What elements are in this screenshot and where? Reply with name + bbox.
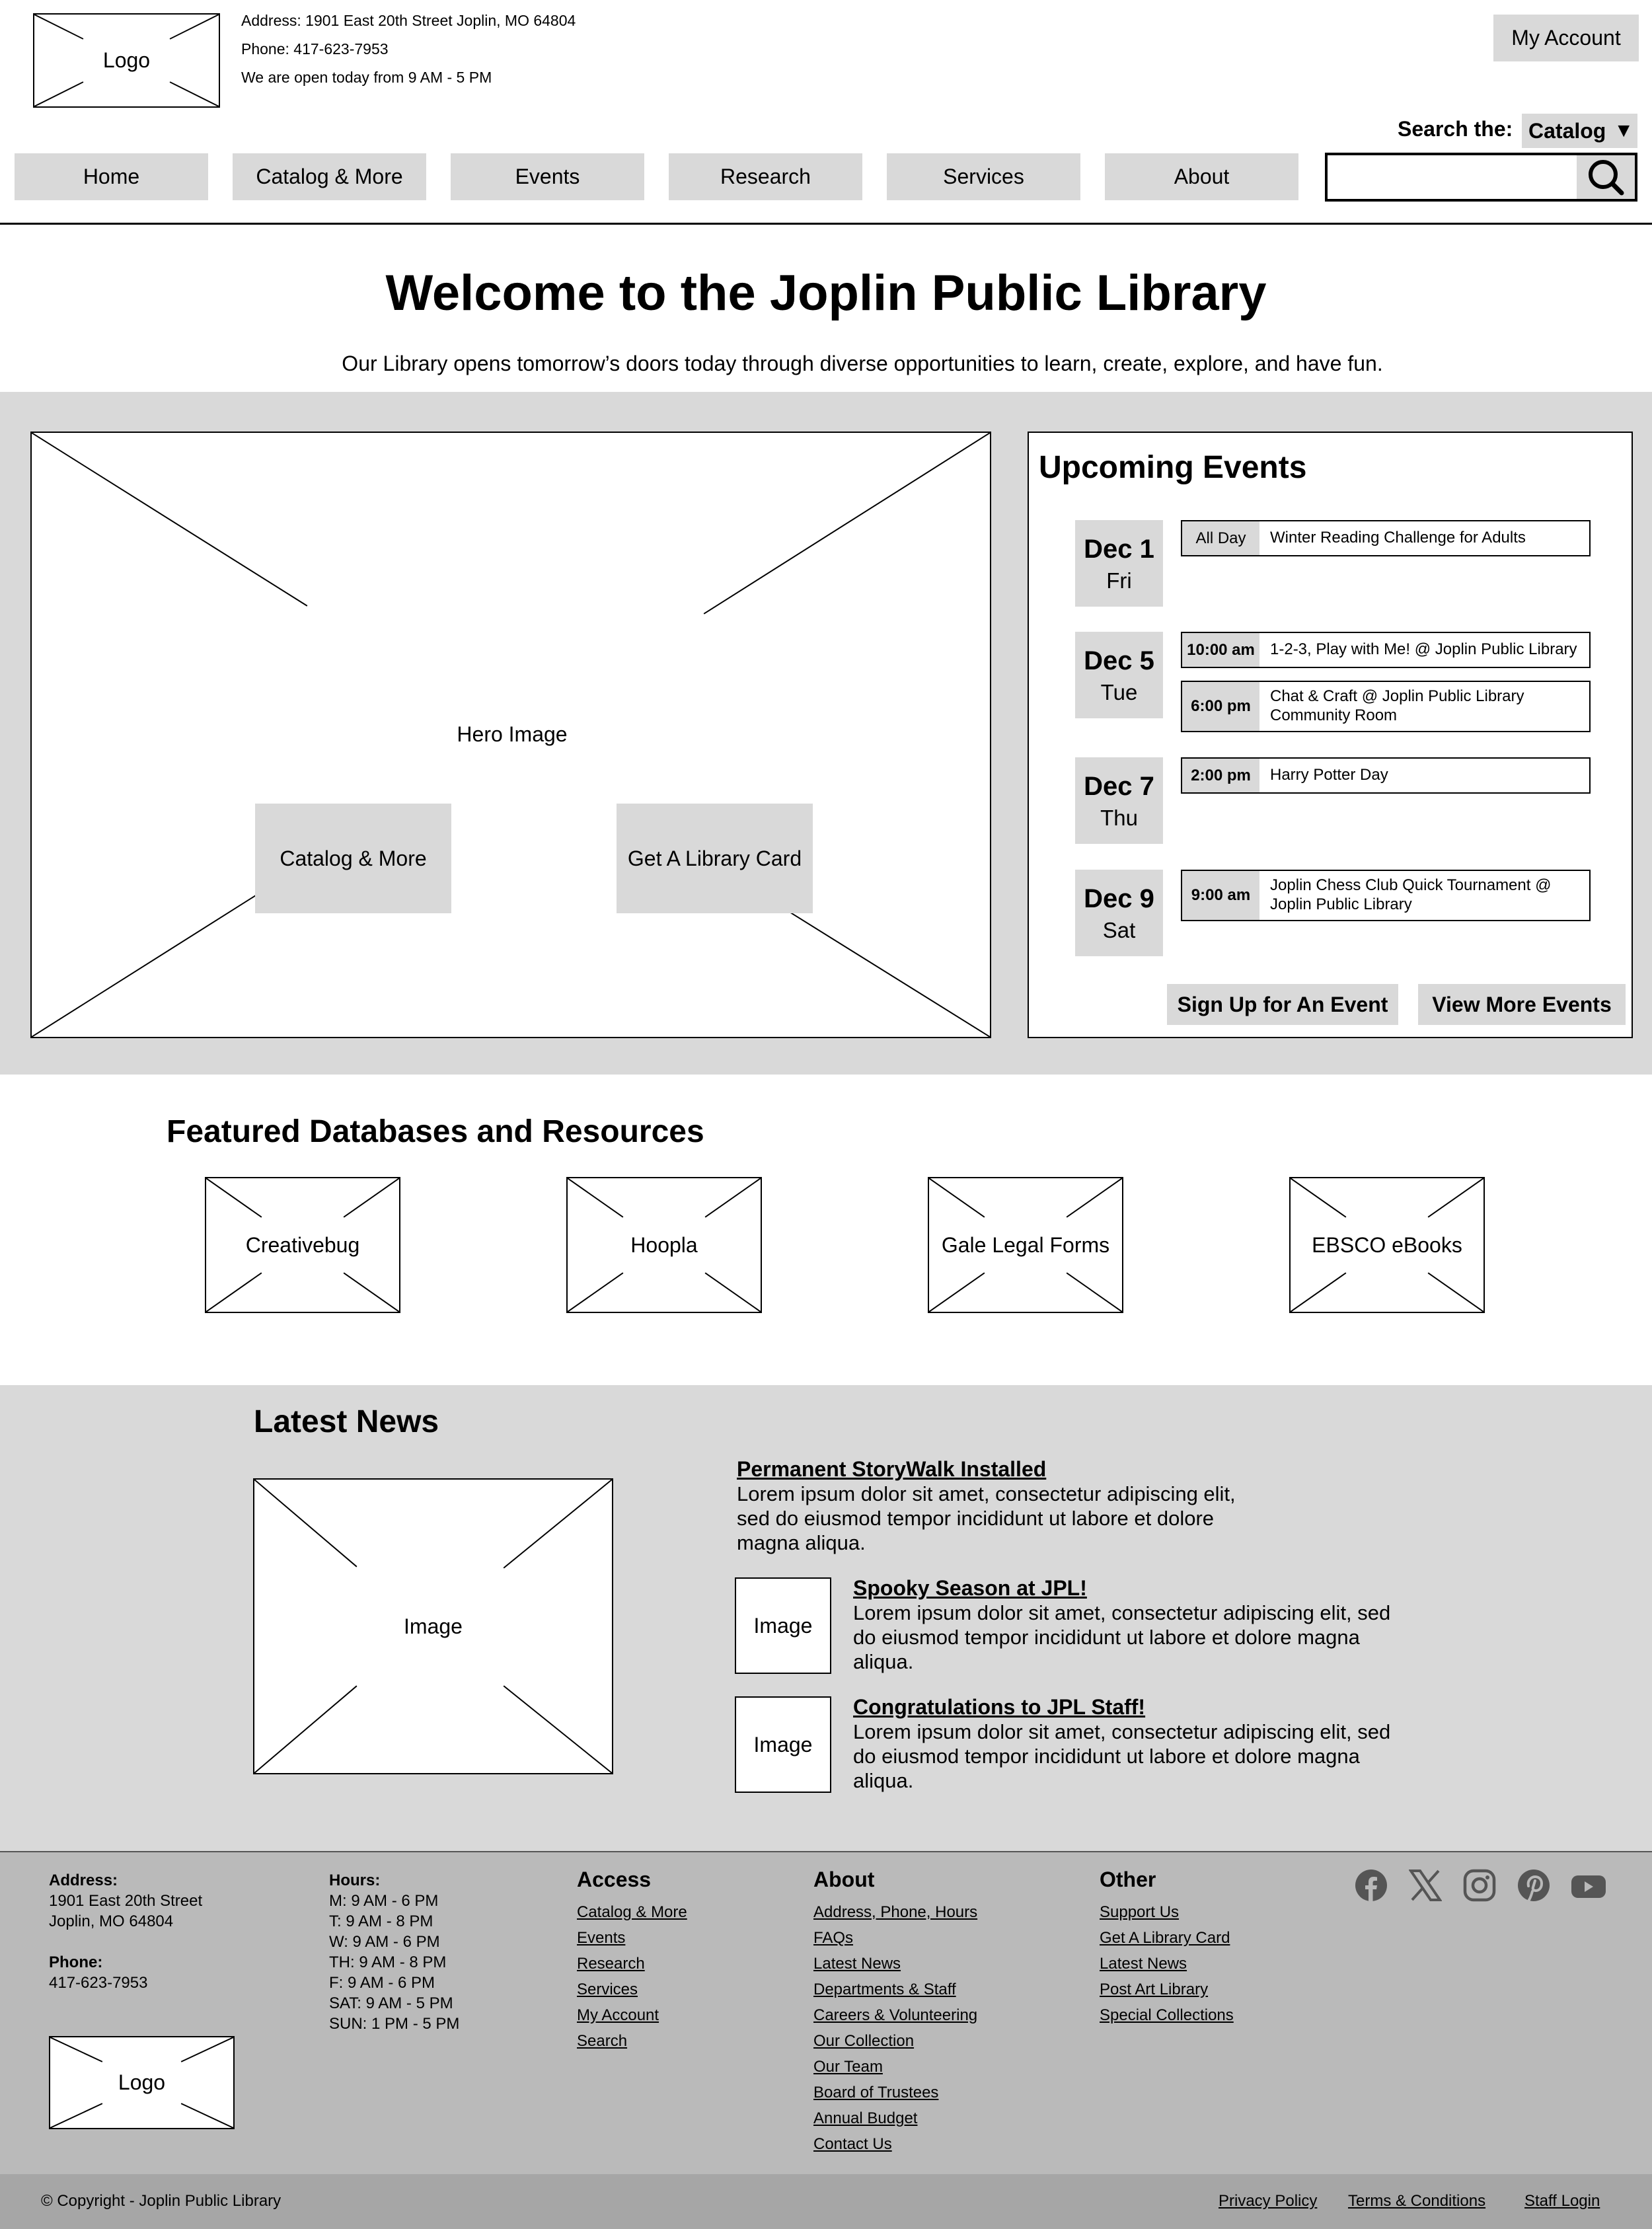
footer-hours-line: SUN: 1 PM - 5 PM — [329, 2015, 460, 2033]
social-icons — [1355, 1868, 1606, 1905]
event-date-weekday: Thu — [1100, 806, 1138, 830]
terms-link[interactable]: Terms & Conditions — [1348, 2192, 1486, 2210]
header-divider — [0, 223, 1652, 225]
event-date — [1075, 757, 1163, 844]
footer-address-block — [49, 1870, 202, 1993]
news-item-body: Lorem ipsum dolor sit amet, consectetur adipiscing elit, sed do eiusmod tempor incididunt ut labore et dolore magna aliqua. — [853, 1720, 1391, 1792]
page-title: Welcome to the Joplin Public Library — [385, 265, 1267, 321]
footer-link[interactable]: Research — [577, 1955, 645, 1973]
news-item-body: Lorem ipsum dolor sit amet, consectetur adipiscing elit, sed do eiusmod tempor incididunt ut labore et dolore magna aliqua. — [853, 1601, 1391, 1673]
news-item-title[interactable]: Congratulations to JPL Staff! — [853, 1695, 1146, 1719]
nav-events[interactable]: Events — [451, 153, 644, 200]
footer-link[interactable]: Catalog & More — [577, 1903, 687, 1921]
sign-up-event-button[interactable]: Sign Up for An Event — [1167, 984, 1398, 1025]
footer-link[interactable]: Address, Phone, Hours — [813, 1903, 978, 1921]
footer-link[interactable]: Careers & Volunteering — [813, 2006, 978, 2024]
event-name: 1-2-3, Play with Me! @ Joplin Public Library — [1270, 640, 1577, 659]
event-time: 10:00 am — [1182, 633, 1259, 667]
footer-address-label: Address: — [49, 1871, 118, 1889]
logo-label: Logo — [102, 48, 151, 72]
footer-about-column — [813, 1868, 977, 2157]
footer-link[interactable]: Events — [577, 1929, 626, 1947]
news-title: Latest News — [254, 1404, 439, 1439]
footer-other-title: Other — [1100, 1868, 1156, 1891]
footer-phone: 417-623-7953 — [49, 1974, 148, 1992]
footer-hours-line: M: 9 AM - 6 PM — [329, 1892, 439, 1910]
footer-phone-label: Phone: — [49, 1953, 103, 1971]
dropdown-triangle-icon: ▼ — [1614, 120, 1634, 141]
footer-about-title: About — [813, 1868, 875, 1891]
event-date-weekday: Fri — [1106, 568, 1132, 593]
x-icon[interactable] — [1409, 1869, 1442, 1902]
event-name: Harry Potter Day — [1270, 766, 1388, 784]
privacy-policy-link[interactable]: Privacy Policy — [1219, 2192, 1318, 2210]
header-phone: Phone: 417-623-7953 — [241, 40, 389, 57]
footer-link[interactable]: Latest News — [813, 1955, 901, 1973]
event-item[interactable] — [1181, 757, 1591, 794]
resource-ebsco-ebooks[interactable] — [1289, 1177, 1485, 1313]
event-name: Joplin Chess Club Quick Tournament @ Joplin Public Library — [1270, 876, 1552, 913]
event-time: 6:00 pm — [1182, 682, 1259, 731]
news-main-image-label: Image — [404, 1614, 463, 1638]
header-logo[interactable] — [33, 13, 220, 108]
footer-hours-block — [329, 1870, 459, 2034]
resource-hoopla[interactable] — [566, 1177, 762, 1313]
search-box — [1325, 153, 1637, 202]
footer-access-title: Access — [577, 1868, 652, 1891]
event-item[interactable] — [1181, 520, 1591, 556]
event-item[interactable] — [1181, 681, 1591, 732]
events-title: Upcoming Events — [1039, 450, 1307, 485]
event-item[interactable] — [1181, 870, 1591, 921]
event-date — [1075, 632, 1163, 718]
footer-link[interactable]: FAQs — [813, 1929, 854, 1947]
news-main-image — [253, 1478, 613, 1774]
footer-hours-line: T: 9 AM - 8 PM — [329, 1912, 433, 1930]
youtube-icon[interactable] — [1570, 1869, 1607, 1902]
footer-link[interactable]: Our Collection — [813, 2032, 915, 2050]
footer-link[interactable]: Annual Budget — [813, 2109, 918, 2127]
hero-image-label: Hero Image — [457, 722, 568, 746]
event-date-day: Dec 5 — [1084, 646, 1154, 675]
footer-link[interactable]: Search — [577, 2032, 628, 2050]
resource-label: Creativebug — [245, 1232, 360, 1257]
hero-catalog-button[interactable]: Catalog & More — [255, 804, 451, 913]
search-scope-value: Catalog — [1528, 118, 1606, 143]
footer-logo-label: Logo — [118, 2070, 166, 2094]
footer-logo[interactable] — [49, 2036, 235, 2129]
event-name: Winter Reading Challenge for Adults — [1270, 529, 1526, 547]
hero-image — [30, 432, 991, 1038]
footer-link[interactable]: Departments & Staff — [813, 1981, 956, 1998]
footer-link[interactable]: Latest News — [1100, 1955, 1187, 1973]
event-date-day: Dec 9 — [1084, 884, 1154, 913]
search-label: Search the: — [1398, 117, 1513, 141]
news-thumb: Image — [735, 1696, 831, 1793]
news-item — [853, 1576, 1402, 1674]
event-date — [1075, 520, 1163, 607]
news-item — [853, 1695, 1402, 1793]
footer-hours-line: F: 9 AM - 6 PM — [329, 1974, 435, 1992]
search-scope-select[interactable] — [1522, 114, 1637, 148]
event-date — [1075, 870, 1163, 956]
view-more-events-button[interactable]: View More Events — [1418, 984, 1626, 1025]
footer-link[interactable]: Services — [577, 1981, 638, 1998]
news-item — [737, 1457, 1285, 1555]
footer-hours-line: TH: 9 AM - 8 PM — [329, 1953, 447, 1971]
footer-link[interactable]: My Account — [577, 2006, 659, 2024]
event-date-weekday: Sat — [1102, 918, 1136, 942]
news-item-body: Lorem ipsum dolor sit amet, consectetur adipiscing elit, sed do eiusmod tempor incididunt ut labore et dolore magna aliqua. — [737, 1482, 1236, 1554]
footer-address-line2: Joplin, MO 64804 — [49, 1912, 174, 1930]
footer-link[interactable]: Special Collections — [1100, 2006, 1234, 2024]
resource-label: Hoopla — [630, 1232, 698, 1257]
nav-research[interactable]: Research — [669, 153, 862, 200]
resource-label: EBSCO eBooks — [1312, 1232, 1462, 1257]
footer-link[interactable]: Contact Us — [813, 2135, 892, 2153]
footer-other-column — [1100, 1868, 1234, 2028]
footer-link[interactable]: Post Art Library — [1100, 1981, 1209, 1998]
staff-login-link[interactable]: Staff Login — [1524, 2192, 1600, 2210]
search-button[interactable] — [1577, 155, 1635, 199]
footer-link[interactable]: Our Team — [813, 2058, 883, 2076]
news-item-title[interactable]: Spooky Season at JPL! — [853, 1576, 1087, 1600]
event-name: Chat & Craft @ Joplin Public Library Community Room — [1270, 687, 1524, 724]
tagline: Our Library opens tomorrow’s doors today through diverse opportunities to learn, create, explore, and have fun. — [342, 352, 1383, 375]
search-icon — [1577, 155, 1635, 199]
instagram-icon[interactable] — [1463, 1869, 1496, 1902]
footer-address-line1: 1901 East 20th Street — [49, 1892, 203, 1910]
event-time: 9:00 am — [1182, 871, 1259, 920]
featured-title: Featured Databases and Resources — [167, 1114, 704, 1149]
nav-services[interactable]: Services — [887, 153, 1080, 200]
footer-link[interactable]: Board of Trustees — [813, 2084, 939, 2101]
resource-label: Gale Legal Forms — [941, 1232, 1110, 1257]
footer-hours-line: SAT: 9 AM - 5 PM — [329, 1994, 453, 2012]
facebook-icon[interactable] — [1355, 1869, 1388, 1902]
news-item-title[interactable]: Permanent StoryWalk Installed — [737, 1457, 1047, 1481]
nav-catalog[interactable]: Catalog & More — [233, 153, 426, 200]
footer-access-column — [577, 1868, 687, 2054]
my-account-button[interactable]: My Account — [1493, 15, 1639, 61]
nav-about[interactable]: About — [1105, 153, 1298, 200]
footer-hours-label: Hours: — [329, 1871, 381, 1889]
event-time: All Day — [1182, 521, 1259, 555]
header-hours-today: We are open today from 9 AM - 5 PM — [241, 69, 492, 86]
hero-library-card-button[interactable]: Get A Library Card — [617, 804, 813, 913]
footer-link[interactable]: Get A Library Card — [1100, 1929, 1230, 1947]
header-address: Address: 1901 East 20th Street Joplin, MO 64804 — [241, 12, 576, 29]
news-thumb: Image — [735, 1577, 831, 1674]
copyright: © Copyright - Joplin Public Library — [41, 2192, 282, 2210]
pinterest-icon[interactable] — [1517, 1869, 1550, 1902]
nav-home[interactable]: Home — [15, 153, 208, 200]
resource-gale-legal-forms[interactable] — [928, 1177, 1123, 1313]
event-time: 2:00 pm — [1182, 759, 1259, 792]
resource-creativebug[interactable] — [205, 1177, 400, 1313]
footer-hours-line: W: 9 AM - 6 PM — [329, 1933, 440, 1951]
event-item[interactable] — [1181, 632, 1591, 668]
footer-link[interactable]: Support Us — [1100, 1903, 1180, 1921]
search-input[interactable] — [1328, 155, 1579, 199]
event-date-day: Dec 1 — [1084, 535, 1154, 564]
event-date-weekday: Tue — [1100, 680, 1138, 704]
event-date-day: Dec 7 — [1084, 772, 1154, 801]
